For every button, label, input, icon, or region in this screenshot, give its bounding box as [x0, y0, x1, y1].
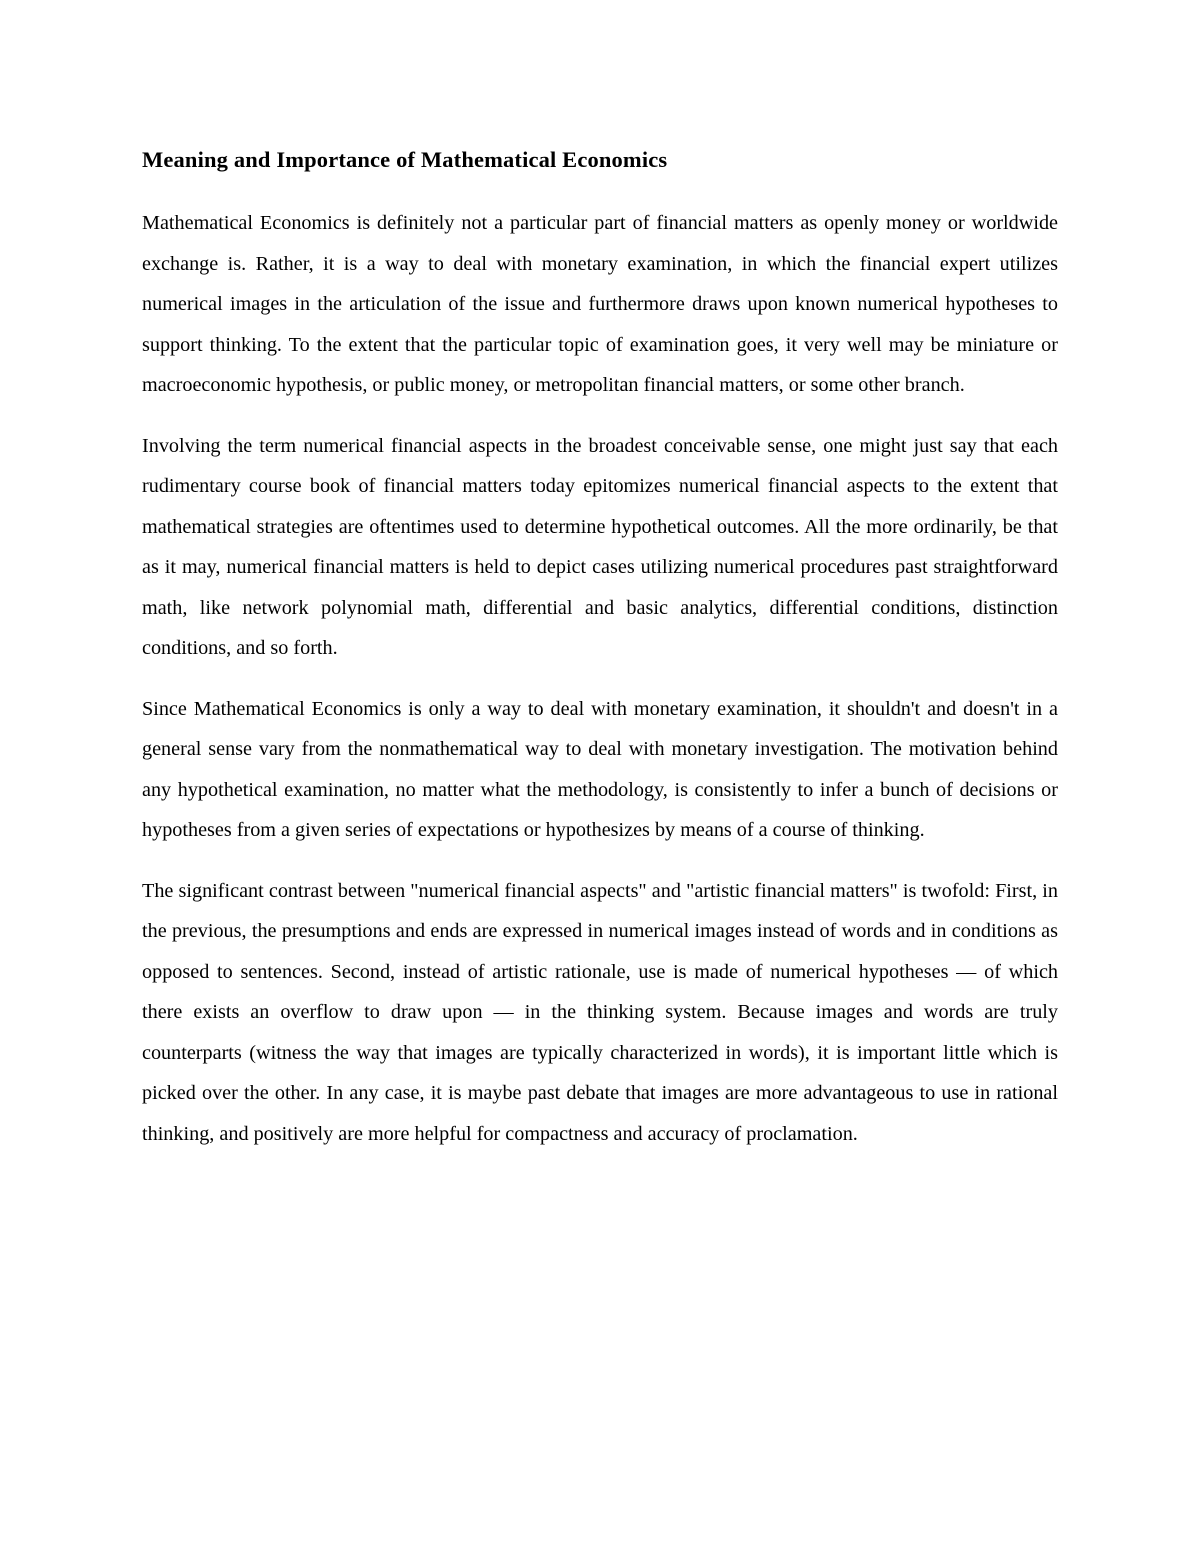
- page-title: Meaning and Importance of Mathematical Economics: [142, 147, 668, 172]
- paragraph-4: The significant contrast between "numerical financial aspects" and "artistic financial matters" is twofold: First, in the previous, the presumptions and ends are expressed in numerical images instead of words and in conditions as opposed to sentences. Second, instead of artistic rationale, use is made of numerical hypotheses — of which there exists an overflow to draw upon — in the thinking system. Because images and words are truly counterparts (witness the way that images are typically characterized in words), it is important little which is picked over the other. In any case, it is maybe past debate that images are more advantageous to use in rational thinking, and positively are more helpful for compactness and accuracy of proclamation.: [142, 879, 1058, 1145]
- paragraph-2: Involving the term numerical financial aspects in the broadest conceivable sense, one might just say that each rudimentary course book of financial matters today epitomizes numerical financial aspects to the extent that mathematical strategies are oftentimes used to determine hypothetical outcomes. All the more ordinarily, be that as it may, numerical financial matters is held to depict cases utilizing numerical procedures past straightforward math, like network polynomial math, differential and basic analytics, differential conditions, distinction conditions, and so forth.: [142, 434, 1058, 659]
- document-page: [142, 140, 1058, 1154]
- paragraph-1: Mathematical Economics is definitely not a particular part of financial matters as openly money or worldwide exchange is. Rather, it is a way to deal with monetary examination, in which the financial expert utilizes numerical images in the articulation of the issue and furthermore draws upon known numerical hypotheses to support thinking. To the extent that the particular topic of examination goes, it very well may be miniature or macroeconomic hypothesis, or public money, or metropolitan financial matters, or some other branch.: [142, 212, 1058, 396]
- paragraph-3: Since Mathematical Economics is only a way to deal with monetary examination, it shouldn't and doesn't in a general sense vary from the nonmathematical way to deal with monetary investigation. The motivation behind any hypothetical examination, no matter what the methodology, is consistently to infer a bunch of decisions or hypotheses from a given series of expectations or hypothesizes by means of a course of thinking.: [142, 697, 1058, 841]
